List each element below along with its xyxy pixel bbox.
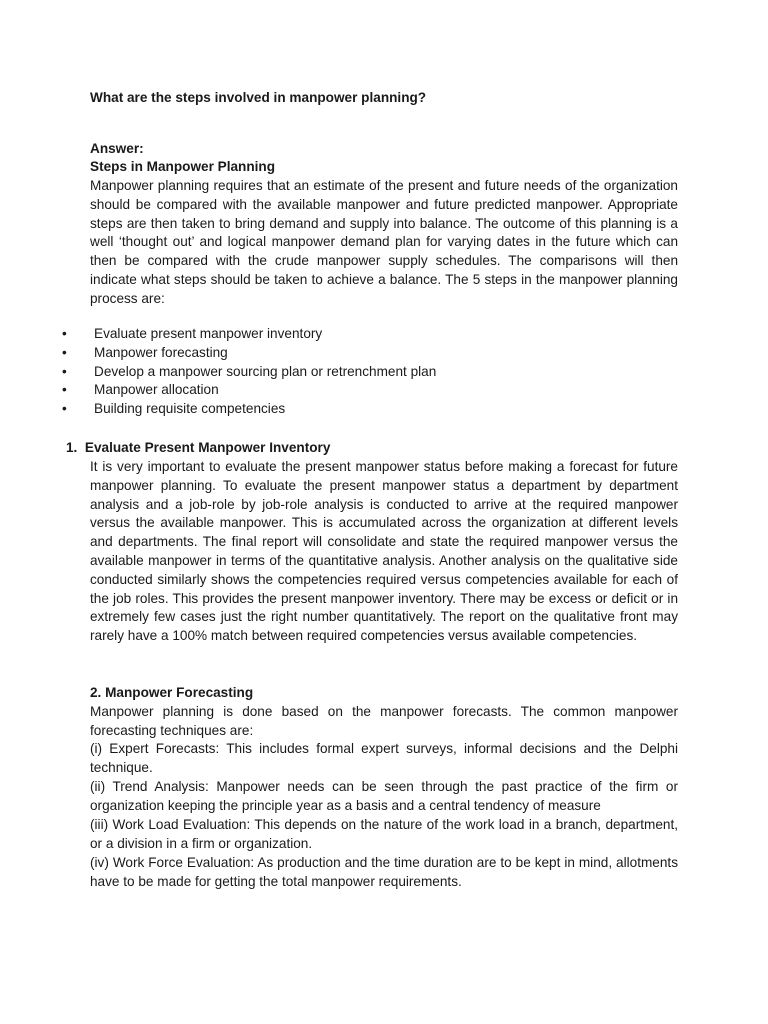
list-item — [62, 381, 436, 400]
bullet-icon: • — [62, 363, 67, 379]
list-item-text: Manpower allocation — [94, 382, 219, 398]
technique-item: (iv) Work Force Evaluation: As production and the time duration are to be kept in mind, allotments have to be made for getting the total manpower requirements. — [90, 855, 678, 889]
intro-paragraph: Manpower planning requires that an estimate of the present and future needs of the organization should be compared with the available manpower and future predicted manpower. Appropriate steps are then taken to bring demand and supply into balance. The outcome of this planning is a well ‘thought out’ and logical manpower demand plan for varying dates in the future which can then be compared with the crude manpower supply schedules. The comparisons will then indicate what steps should be taken to achieve a balance. The 5 steps in the manpower planning process are: — [90, 178, 678, 306]
list-item-text: Building requisite competencies — [94, 401, 286, 417]
bullet-icon: • — [62, 401, 67, 417]
list-item — [62, 363, 436, 382]
bullet-icon: • — [62, 382, 67, 398]
list-item — [62, 400, 436, 419]
section1-body: It is very important to evaluate the present manpower status before making a forecast for future manpower planning. To evaluate the present manpower status a department by department analysis and a job-role by job-role analysis is conducted to arrive at the required manpower versus the available manpower. This is accumulated across the organization at different levels and departments. The final report will consolidate and state the required manpower versus the available manpower in terms of the quantitative analysis. Another analysis on the qualitative side conducted similarly shows the competencies required versus competencies available for each of the job roles. This provides the present manpower inventory. There may be excess or deficit or in extremely few cases just the right number quantitatively. The report on the qualitative front may rarely have a 100% match between required competencies versus available competencies. — [90, 459, 678, 644]
list-item — [62, 325, 436, 344]
section2-heading: 2. Manpower Forecasting — [90, 685, 254, 700]
technique-item: (i) Expert Forecasts: This includes formal expert surveys, informal decisions and the Delphi technique. — [90, 741, 678, 775]
bullet-icon: • — [62, 344, 67, 360]
answer-label: Answer: — [90, 141, 144, 156]
list-item-text: Evaluate present manpower inventory — [94, 326, 323, 341]
steps-list — [62, 325, 436, 419]
technique-item: (iii) Work Load Evaluation: This depends on the nature of the work load in a branch, department, or a division in a firm or organization. — [90, 817, 678, 851]
list-item-text: Develop a manpower sourcing plan or retrenchment plan — [94, 363, 437, 379]
bullet-icon: • — [62, 326, 67, 341]
section2-intro: Manpower planning is done based on the manpower forecasts. The common manpower forecasting techniques are: — [90, 704, 678, 738]
list-item-text: Manpower forecasting — [94, 344, 228, 360]
question-heading: What are the steps involved in manpower planning? — [90, 90, 427, 105]
list-item — [62, 344, 436, 363]
technique-item: (ii) Trend Analysis: Manpower needs can be seen through the past practice of the firm or organization keeping the principle year as a basis and a central tendency of measure — [90, 779, 678, 813]
section1-heading: 1. Evaluate Present Manpower Inventory — [66, 440, 331, 455]
steps-heading: Steps in Manpower Planning — [90, 159, 276, 174]
